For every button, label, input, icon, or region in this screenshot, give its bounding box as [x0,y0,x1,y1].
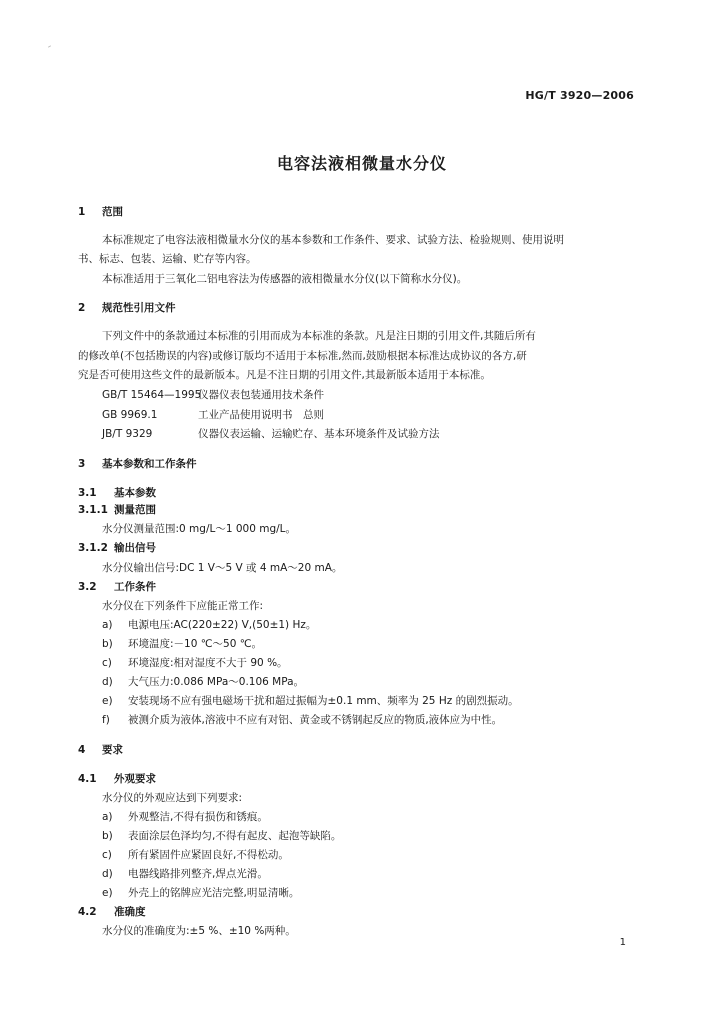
list-item: d) 大气压力:0.086 MPa～0.106 MPa。 [102,676,305,688]
section-4-2-heading: 4.2 准确度 [78,906,146,918]
section-1-paragraph-1: 本标准规定了电容法液相微量水分仪的基本参数和工作条件、要求、试验方法、检验规则、使用说明 [102,234,564,246]
section-1-heading: 1 范围 [78,206,123,218]
section-2-paragraph-line-3: 究是否可使用这些文件的最新版本。凡是不注日期的引用文件,其最新版本适用于本标准。 [78,369,491,381]
section-3-2-heading: 3.2 工作条件 [78,581,156,593]
list-item: c) 环境湿度:相对湿度不大于 90 %。 [102,657,288,669]
list-item: a) 外观整洁,不得有损伤和锈痕。 [102,811,268,823]
section-3-1-1-text: 水分仪测量范围:0 mg/L～1 000 mg/L。 [102,523,297,535]
section-2-paragraph-line-1: 下列文件中的条款通过本标准的引用而成为本标准的条款。凡是注日期的引用文件,其随后所有 [102,330,536,342]
section-3-1-2-text: 水分仪输出信号:DC 1 V～5 V 或 4 mA～20 mA。 [102,562,343,574]
document-title: 电容法液相微量水分仪 [276,154,447,173]
section-1-paragraph-2: 本标准适用于三氧化二铝电容法为传感器的液相微量水分仪(以下简称水分仪)。 [102,273,468,285]
list-item: d) 电器线路排列整齐,焊点光滑。 [102,868,268,880]
list-item: b) 表面涂层色泽均匀,不得有起皮、起泡等缺陷。 [102,830,342,842]
page-number: 1 [619,937,626,948]
section-3-1-heading: 3.1 基本参数 [78,487,156,499]
section-3-1-2-heading: 3.1.2 输出信号 [78,542,156,554]
section-4-1-heading: 4.1 外观要求 [78,773,156,785]
reference-item: JB/T 9329 仪器仪表运输、运输贮存、基本环境条件及试验方法 [102,428,440,440]
standard-code: HG/T 3920—2006 [525,89,634,102]
reference-item: GB 9969.1 工业产品使用说明书 总则 [102,409,324,421]
section-4-heading: 4 要求 [78,744,123,756]
list-item: e) 安装现场不应有强电磁场干扰和超过振幅为±0.1 mm、频率为 25 Hz 的剧烈振动。 [102,695,519,707]
list-item: e) 外壳上的铭牌应光洁完整,明显清晰。 [102,887,300,899]
section-1-paragraph-1-cont: 书、标志、包装、运输、贮存等内容。 [78,253,257,265]
section-4-1-intro: 水分仪的外观应达到下列要求: [102,792,243,804]
list-item: c) 所有紧固件应紧固良好,不得松动。 [102,849,289,861]
list-item: b) 环境温度:－10 ℃～50 ℃。 [102,638,263,650]
list-item: a) 电源电压:AC(220±22) V,(50±1) Hz。 [102,619,317,631]
reference-item: GB/T 15464—1995仪器仪表包装通用技术条件 [102,389,324,401]
list-item: f) 被测介质为液体,溶液中不应有对铝、黄金或不锈钢起反应的物质,液体应为中性。 [102,714,503,726]
scan-speck [48,45,51,47]
section-2-paragraph-line-2: 的修改单(不包括勘误的内容)或修订版均不适用于本标准,然而,鼓励根据本标准达成协议的各方,研 [78,350,527,362]
section-4-2-text: 水分仪的准确度为:±5 %、±10 %两种。 [102,925,296,937]
section-3-1-1-heading: 3.1.1 测量范围 [78,504,156,516]
section-2-heading: 2 规范性引用文件 [78,302,176,314]
section-3-2-intro: 水分仪在下列条件下应能正常工作: [102,600,264,612]
section-3-heading: 3 基本参数和工作条件 [78,458,197,470]
